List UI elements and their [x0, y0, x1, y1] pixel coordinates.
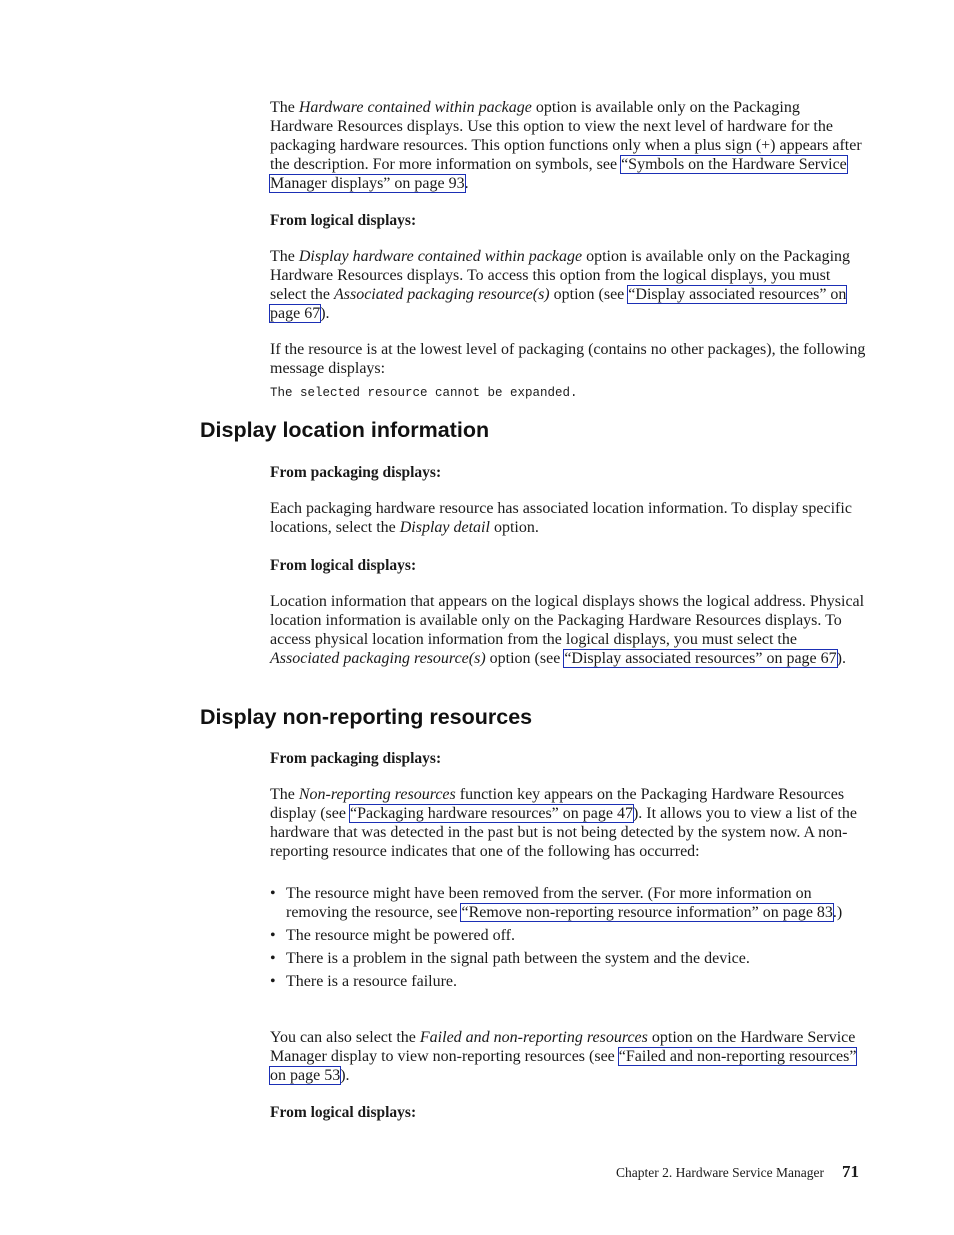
- list-item: • There is a resource failure.: [270, 972, 866, 991]
- link-display-associated-resources[interactable]: “Display associated resources” on page 67: [564, 650, 837, 667]
- page-footer: [616, 1162, 859, 1182]
- text-run: option on the Hardware Service Manager display to view non-reporting resources (see: [270, 1029, 856, 1065]
- paragraph-physical-location: [270, 592, 866, 668]
- text-run: The resource might have been removed from the server. (For more information on removing the resource, see: [286, 885, 812, 921]
- text-run: option is available only on the Packaging Hardware Resources displays. To access this option from the logical displays, you must select the: [270, 248, 851, 303]
- heading-display-location-information: Display location information: [200, 418, 490, 442]
- paragraph-failed-non-reporting: [270, 1028, 866, 1085]
- text-run: option.: [489, 519, 539, 536]
- list-item: [270, 884, 866, 922]
- paragraph-hardware-contained: [270, 98, 866, 193]
- subheading-from-logical-displays: From logical displays:: [270, 557, 417, 574]
- text-run: ).: [340, 1067, 350, 1084]
- text-run: The: [270, 786, 299, 803]
- paragraph-non-reporting-function-key: [270, 785, 866, 861]
- heading-display-non-reporting-resources: Display non-reporting resources: [200, 705, 533, 729]
- option-name: Hardware contained within package: [298, 99, 532, 116]
- text-run: You can also select the: [270, 1029, 420, 1046]
- paragraph-location-info: [270, 499, 866, 537]
- text-run: option (see: [549, 286, 629, 303]
- option-name: Display hardware contained within package: [298, 248, 583, 265]
- link-display-associated-resources[interactable]: “Display associated resources” on page 67: [270, 286, 847, 322]
- text-run: ).: [320, 305, 330, 322]
- subheading-from-packaging-displays: From packaging displays:: [270, 750, 442, 767]
- text-run: function key appears on the Packaging Hardware Resources display (see: [270, 786, 845, 822]
- link-remove-non-reporting[interactable]: “Remove non-reporting resource information” on page 83: [461, 904, 833, 921]
- text-run: option (see: [485, 650, 565, 667]
- link-packaging-hardware-resources[interactable]: “Packaging hardware resources” on page 47: [349, 805, 633, 822]
- option-name: Associated packaging resource(s): [270, 650, 486, 667]
- message-text: The selected resource cannot be expanded.: [270, 386, 578, 400]
- text-run: ). It allows you to view a list of the hardware that was detected in the past but is not being detected by the system now. A non-reporting resource indicates that one of the following has occurred:: [270, 805, 857, 860]
- text-run: ).: [836, 650, 846, 667]
- page-number: 71: [842, 1162, 859, 1181]
- bullet-list: [270, 884, 866, 995]
- paragraph-display-hardware-contained: [270, 247, 866, 323]
- text-run: Each packaging hardware resource has associated location information. To display specific locations, select the: [270, 500, 852, 536]
- paragraph-lowest-level: If the resource is at the lowest level of packaging (contains no other packages), the following message displays:: [270, 341, 866, 377]
- subheading-from-packaging-displays: From packaging displays:: [270, 464, 442, 481]
- footer-chapter: Chapter 2. Hardware Service Manager: [615, 1165, 824, 1180]
- text-run: Location information that appears on the logical displays shows the logical address. Physical location information is available only on the Packaging Hardware Resources displays. To access physical location information from the logical displays, you must select the: [270, 593, 865, 648]
- option-name: Failed and non-reporting resources: [419, 1029, 648, 1046]
- subheading-from-logical-displays: From logical displays:: [270, 212, 417, 229]
- option-name: Associated packaging resource(s): [333, 286, 550, 303]
- text-run: .: [464, 175, 469, 192]
- list-item: • The resource might be powered off.: [270, 926, 866, 945]
- link-failed-non-reporting[interactable]: “Failed and non-reporting resources” on page 53: [270, 1048, 857, 1084]
- text-run: .): [832, 904, 843, 921]
- link-symbols-hsm[interactable]: “Symbols on the Hardware Service Manager displays” on page 93: [270, 156, 847, 192]
- option-name: Non-reporting resources: [298, 786, 456, 803]
- text-run: option is available only on the Packaging Hardware Resources displays. Use this option to view the next level of hardware for the packaging hardware resources. This option functions only when a plus sign (+) appears after the description. For more information on symbols, see: [270, 99, 862, 173]
- list-item: • There is a problem in the signal path between the system and the device.: [270, 949, 866, 968]
- subheading-from-logical-displays: From logical displays:: [270, 1104, 417, 1121]
- text-run: The: [270, 248, 299, 265]
- option-name: Display detail: [399, 519, 490, 536]
- text-run: The: [270, 99, 299, 116]
